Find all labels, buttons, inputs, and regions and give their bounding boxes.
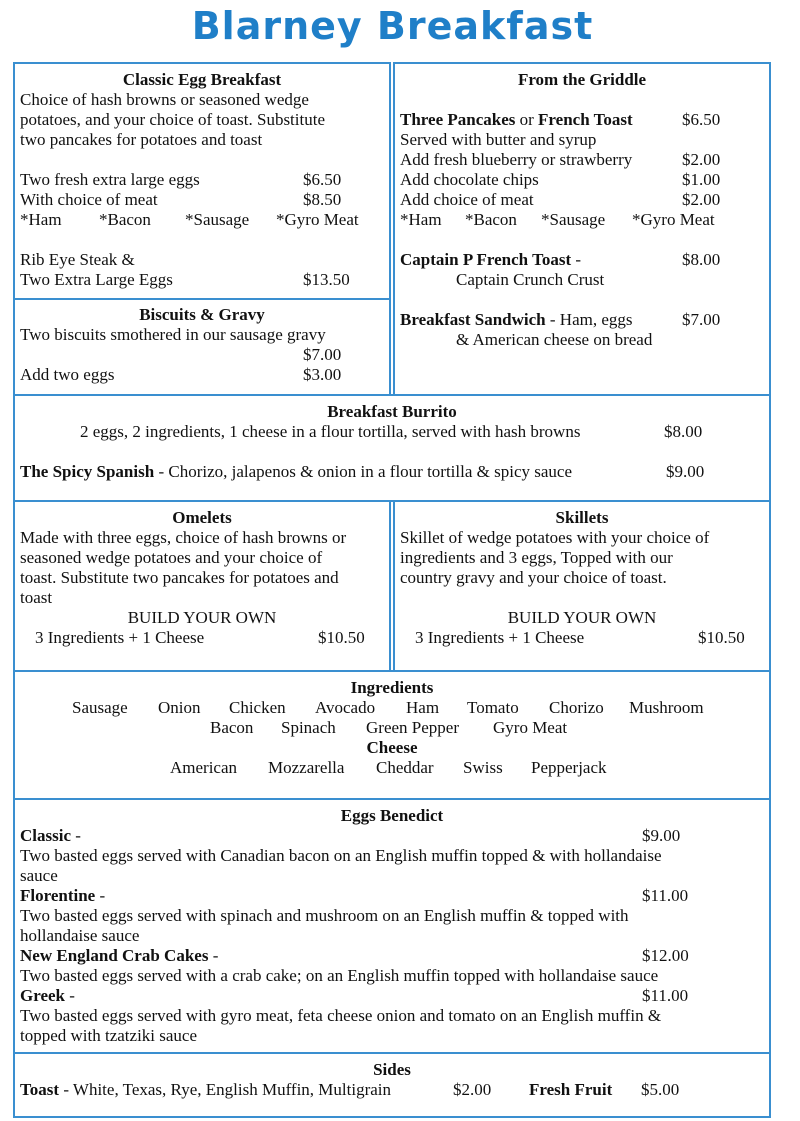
omelets-desc-3: toast. Substitute two pancakes for potatoes and [20,568,339,587]
ingredient-tomato: Tomato [467,698,519,717]
classic-desc-3: two pancakes for potatoes and toast [20,130,263,149]
burrito-desc: 2 eggs, 2 ingredients, 1 cheese in a flour tortilla, served with hash browns [80,422,581,441]
benedict-crab-name: New England Crab Cakes [20,946,209,965]
skillets-price: $10.50 [698,628,745,647]
ingredients-box [13,670,771,800]
griddle-meat-sausage: *Sausage [541,210,606,229]
griddle-addon-meat: Add choice of meat [400,190,534,209]
benedict-classic-name: Classic [20,826,71,845]
biscuits-heading: Biscuits & Gravy [139,305,265,324]
burrito-box [13,394,771,502]
benedict-greek-price: $11.00 [642,986,689,1005]
cheese-swiss: Swiss [463,758,503,777]
ingredient-onion: Onion [158,698,201,717]
griddle-heading: From the Griddle [517,70,647,89]
griddle-sandwich-price: $7.00 [682,310,721,329]
griddle-captain-name: Captain P French Toast [400,250,572,269]
burrito-spicy-price: $9.00 [666,462,705,481]
ingredient-sausage: Sausage [72,698,128,717]
ingredient-chorizo: Chorizo [549,698,604,717]
omelets-combo: 3 Ingredients + 1 Cheese [35,628,205,647]
sides-toast-name: Toast [20,1080,60,1099]
griddle-addon-chips-price: $1.00 [682,170,721,189]
sides-heading: Sides [373,1060,411,1079]
burrito-spicy-line [20,462,572,482]
omelets-desc-4: toast [20,588,53,607]
benedict-heading: Eggs Benedict [340,806,444,825]
griddle-sandwich-rest: - Ham, eggs [545,310,633,329]
omelets-desc-1: Made with three eggs, choice of hash browns or [20,528,347,547]
griddle-pancakes: Three Pancakes [400,110,516,129]
benedict-box [13,798,771,1054]
ingredient-spinach: Spinach [281,718,336,737]
ingredient-chicken: Chicken [229,698,286,717]
classic-desc-1: Choice of hash browns or seasoned wedge [20,90,309,109]
griddle-french: French Toast [538,110,633,129]
biscuits-add-price: $3.00 [303,365,342,384]
griddle-addon-chips: Add chocolate chips [400,170,539,189]
sides-toast-line [20,1080,391,1100]
cheese-pepperjack: Pepperjack [531,758,607,777]
classic-meat-gyro: *Gyro Meat [276,210,359,229]
benedict-classic-desc-2: sauce [20,866,58,885]
burrito-spicy-desc: - Chorizo, jalapenos & onion in a flour tortilla & spicy sauce [154,462,573,481]
classic-desc-2: potatoes, and your choice of toast. Substitute [20,110,325,129]
skillets-build: BUILD YOUR OWN [507,608,657,627]
burrito-spicy-name: The Spicy Spanish [20,462,155,481]
ingredient-green-pepper: Green Pepper [366,718,459,737]
griddle-box [393,62,771,396]
benedict-florentine-name: Florentine [20,886,96,905]
ingredient-ham: Ham [406,698,440,717]
benedict-crab-title [20,946,218,966]
biscuits-box [13,298,391,396]
benedict-florentine-price: $11.00 [642,886,689,905]
skillets-box [393,500,771,672]
benedict-greek-name: Greek [20,986,66,1005]
classic-steak-line1: Rib Eye Steak & [20,250,135,269]
benedict-crab-desc-1: Two basted eggs served with a crab cake; on an English muffin topped with hollandaise sauce [20,966,659,985]
benedict-florentine-desc-1: Two basted eggs served with spinach and mushroom on an English muffin & topped with [20,906,629,925]
biscuits-add-name: Add two eggs [20,365,115,384]
griddle-sandwich-name: Breakfast Sandwich [400,310,546,329]
burrito-price: $8.00 [664,422,703,441]
classic-meat-sausage: *Sausage [185,210,250,229]
griddle-served: Served with butter and syrup [400,130,597,149]
griddle-addon-meat-price: $2.00 [682,190,721,209]
griddle-captain-desc: Captain Crunch Crust [456,270,605,289]
benedict-greek-dash: - [65,986,75,1005]
ingredient-avocado: Avocado [315,698,376,717]
omelets-desc-2: seasoned wedge potatoes and your choice of [20,548,323,567]
griddle-addon-fruit-price: $2.00 [682,150,721,169]
cheese-american: American [170,758,238,777]
sides-box [13,1052,771,1118]
skillets-desc-1: Skillet of wedge potatoes with your choice of [400,528,710,547]
classic-item2-price: $8.50 [303,190,342,209]
skillets-desc-2: ingredients and 3 eggs, Topped with our [400,548,673,567]
cheese-mozzarella: Mozzarella [268,758,345,777]
benedict-classic-title [20,826,81,846]
griddle-or: or [519,110,534,129]
ingredient-mushroom: Mushroom [629,698,704,717]
menu-title: Blarney Breakfast [191,4,594,48]
benedict-greek-desc-1: Two basted eggs served with gyro meat, feta cheese onion and tomato on an English muffin & [20,1006,662,1025]
benedict-classic-dash: - [71,826,81,845]
benedict-florentine-title [20,886,105,906]
sides-toast-price: $2.00 [453,1080,492,1099]
biscuits-desc: Two biscuits smothered in our sausage gravy [20,325,326,344]
griddle-sandwich-desc: & American cheese on bread [456,330,653,349]
omelets-box [13,500,391,672]
griddle-captain-dash: - [571,250,582,269]
omelets-price: $10.50 [318,628,365,647]
sides-toast-desc: - White, Texas, Rye, English Muffin, Multigrain [59,1080,392,1099]
classic-meat-bacon: *Bacon [99,210,151,229]
griddle-meat-gyro: *Gyro Meat [632,210,715,229]
griddle-captain-line [400,250,581,270]
benedict-greek-title [20,986,75,1006]
classic-heading: Classic Egg Breakfast [122,70,282,89]
griddle-pancakes-price: $6.50 [682,110,721,129]
benedict-crab-dash: - [208,946,219,965]
benedict-classic-price: $9.00 [642,826,681,845]
skillets-heading: Skillets [555,508,609,527]
omelets-heading: Omelets [172,508,232,527]
skillets-desc-3: country gravy and your choice of toast. [400,568,667,587]
classic-egg-box [13,62,391,300]
benedict-florentine-dash: - [95,886,106,905]
classic-steak-price: $13.50 [303,270,350,289]
griddle-addon-fruit: Add fresh blueberry or strawberry [400,150,633,169]
ingredient-bacon: Bacon [210,718,254,737]
ingredients-heading: Ingredients [350,678,434,697]
benedict-florentine-desc-2: hollandaise sauce [20,926,140,945]
griddle-captain-price: $8.00 [682,250,721,269]
sides-fruit-name: Fresh Fruit [529,1080,613,1099]
griddle-meat-ham: *Ham [400,210,442,229]
cheese-cheddar: Cheddar [376,758,434,777]
classic-item1-price: $6.50 [303,170,342,189]
omelets-build: BUILD YOUR OWN [127,608,277,627]
cheese-heading: Cheese [366,738,418,757]
classic-meat-ham: *Ham [20,210,62,229]
ingredient-gyro-meat: Gyro Meat [493,718,568,737]
burrito-heading: Breakfast Burrito [327,402,457,421]
benedict-crab-price: $12.00 [642,946,689,965]
benedict-greek-desc-2: topped with tzatziki sauce [20,1026,198,1045]
griddle-pancakes-line [400,110,633,130]
classic-steak-line2: Two Extra Large Eggs [20,270,173,289]
classic-item2-name: With choice of meat [20,190,158,209]
classic-item1-name: Two fresh extra large eggs [20,170,200,189]
griddle-sandwich-line [400,310,633,330]
biscuits-price: $7.00 [303,345,342,364]
sides-fruit-price: $5.00 [641,1080,680,1099]
skillets-combo: 3 Ingredients + 1 Cheese [415,628,585,647]
benedict-classic-desc-1: Two basted eggs served with Canadian bacon on an English muffin topped & with hollandaise [20,846,662,865]
griddle-meat-bacon: *Bacon [465,210,517,229]
